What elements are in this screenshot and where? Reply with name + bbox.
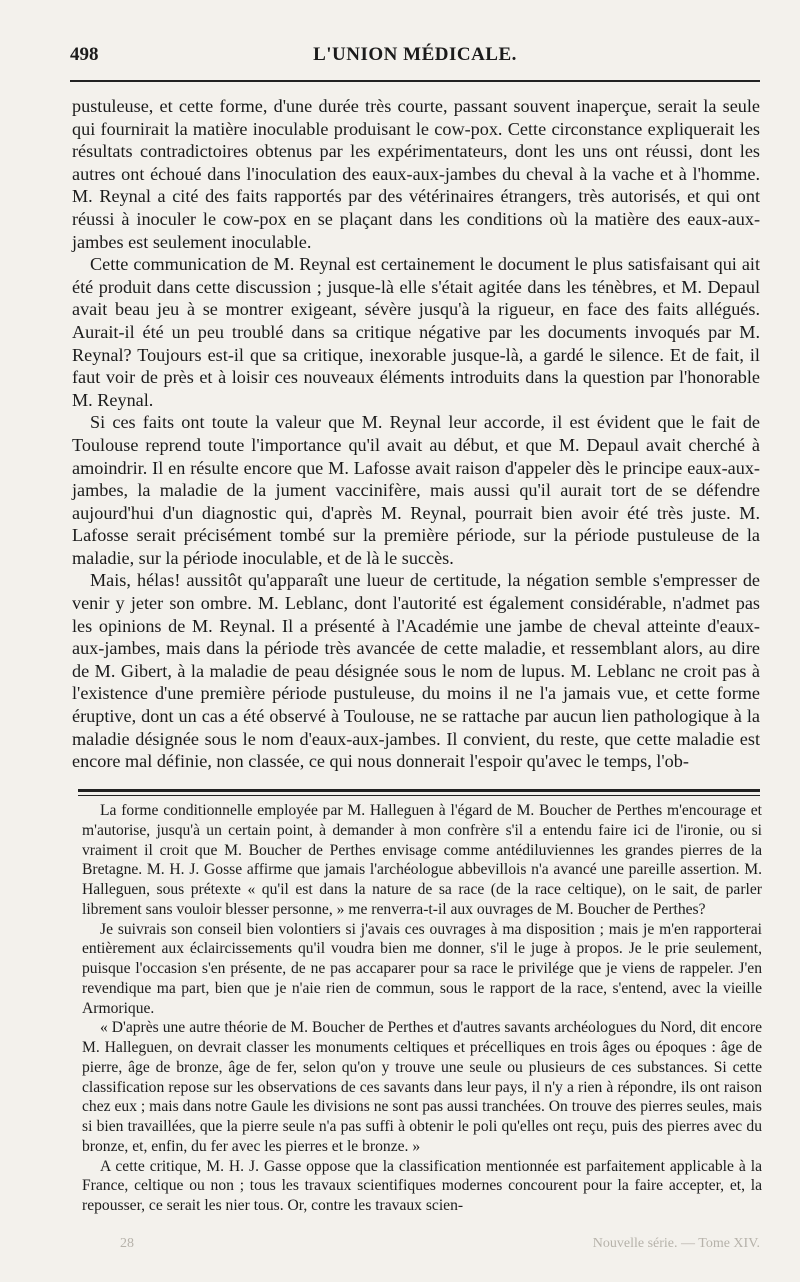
main-paragraph-2: Cette communication de M. Reynal est certainement le document le plus satisfaisant qui ait été produit dans cette discussion ; jusque-là elle s'était agitée dans les ténèbres, et M. Depaul avait beau jeu à se montrer exigeant, sévère jusqu'à la rigueur, en face des faits allégués. Aurait-il été un peu troublé dans sa critique négative par les documents invoqués par M. Reynal? Toujours est-il que sa critique, inexorable jusque-là, a gardé le silence. Et de fait, il faut voir de près et à loisir ces nouveaux éléments introduits dans la question par l'honorable M. Reynal.: [72, 254, 760, 410]
main-paragraph-3: Si ces faits ont toute la valeur que M. Reynal leur accorde, il est évident que le fait de Toulouse reprend toute l'importance qu'il avait au début, et que M. Depaul avait cherché à amoindrir. Il en résulte encore que M. Lafosse avait raison d'appeler dès le principe eaux-aux-jambes, la maladie de la jument vaccinifère, mais aussi qu'il aurait tort de se défendre aujourd'hui d'un diagnostic qui, d'après M. Reynal, pourrait bien avoir été très juste. M. Lafosse serait précisément tombé sur la première période, sur la période pustuleuse de la maladie, sur la période inoculable, et de là le succès.: [72, 412, 760, 568]
main-text: [72, 95, 760, 773]
footnote-separator-thin: [78, 795, 760, 796]
journal-title: L'UNION MÉDICALE.: [313, 44, 517, 65]
main-paragraph-1: pustuleuse, et cette forme, d'une durée très courte, passant souvent inaperçue, serait la seule qui fournirait la matière inoculable produisant le cow-pox. Cette circonstance expliquerait les résultats contradictoires obtenus par les expérimentateurs, dont les uns ont réussi, dont les autres ont échoué dans l'inoculation des eaux-aux-jambes du cheval à la vache et à l'homme. M. Reynal a cité des faits rapportés par des vétérinaires étrangers, très autorisés, et qui ont réussi à inoculer le cow-pox en se plaçant dans les conditions où la matière des eaux-aux-jambes est seulement inoculable.: [72, 96, 760, 252]
header-rule: [70, 80, 760, 82]
footnote-text: [82, 801, 762, 1216]
footnote-paragraph-3: « D'après une autre théorie de M. Boucher de Perthes et d'autres savants archéologues du Nord, dit encore M. Halleguen, on devrait classer les monuments celtiques et précelliques en trois âges ou époques : âge de pierre, âge de bronze, âge de fer, selon qu'on y trouve une seule ou plusieurs de ces substances. Si cette classification repose sur les observations de ces savants dans leur pays, il n'y a rien à répondre, ils ont raison chez eux ; mais dans notre Gaule les divisions ne sont pas aussi tranchées. On trouve des pierres seules, mais si bien travaillées, que la pierre seule n'a pas suffi à obtenir le poli qu'elles ont reçu, puis des pierres avec du bronze, et, enfin, du fer avec les pierres et le bronze. »: [82, 1019, 762, 1155]
page-number: 498: [70, 44, 99, 65]
volume-mark: Nouvelle série. — Tome XIV.: [592, 1236, 760, 1251]
main-paragraph-4: Mais, hélas! aussitôt qu'apparaît une lueur de certitude, la négation semble s'empresser de venir y jeter son ombre. M. Leblanc, dont l'autorité est également considérable, n'admet pas les opinions de M. Reynal. Il a présenté à l'Académie une jambe de cheval atteinte d'eaux-aux-jambes, mais dans la période très avancée de cette maladie, et ressemblant alors, au dire de M. Gibert, à la maladie de peau désignée sous le nom de lupus. M. Leblanc ne croit pas à l'existence d'une première période pustuleuse, du moins il ne l'a jamais vue, et cette forme éruptive, dont un cas a été observé à Toulouse, ne se rattache par aucun lien pathologique à la maladie désignée sous le nom d'eaux-aux-jambes. Il convient, du reste, que cette maladie est encore mal définie, non classée, ce qui nous donnerait l'espoir qu'avec le temps, l'ob-: [72, 570, 760, 772]
footnote-paragraph-4: A cette critique, M. H. J. Gasse oppose que la classification mentionnée est parfaitement applicable à la France, celtique ou non ; tous les travaux scientifiques modernes concourent pour la faire accepter, et, la repousser, ce serait les nier tous. Or, contre les travaux scien-: [82, 1157, 762, 1214]
footnote-separator-thick: [78, 789, 760, 792]
footnote-paragraph-2: Je suivrais son conseil bien volontiers si j'avais ces ouvrages à ma disposition ; mais je m'en rapporterai entièrement aux éclaircissements qu'il voudra bien me donner, s'il le juge à propos. Je le prie seulement, puisque l'occasion s'en présente, de ne pas accaparer pour sa race le privilége que je viens de rappeler. J'en revendique ma part, bien que je n'aie rien de commun, sous le rapport de la race, s'entend, avec la vieille Armorique.: [82, 920, 762, 1017]
running-header: [70, 44, 760, 74]
footnote-paragraph-1: La forme conditionnelle employée par M. Halleguen à l'égard de M. Boucher de Perthes m'encourage et m'autorise, jusqu'à un certain point, à demander à mon confrère s'il a entendu faire ici de l'ironie, ou si vraiment il croit que M. Boucher de Perthes envisage comme antédiluviennes les grandes pierres de la Bretagne. M. H. J. Gosse affirme que jamais l'archéologue abbevillois n'a avancé une pareille assertion. M. Halleguen, sous prétexte « qu'il est dans la nature de sa race (de la race celtique), on le sait, de parler librement sans vouloir blesser personne, » me renverra-t-il aux ouvrages de M. Boucher de Perthes?: [82, 802, 762, 918]
signature-mark: 28: [120, 1236, 134, 1251]
